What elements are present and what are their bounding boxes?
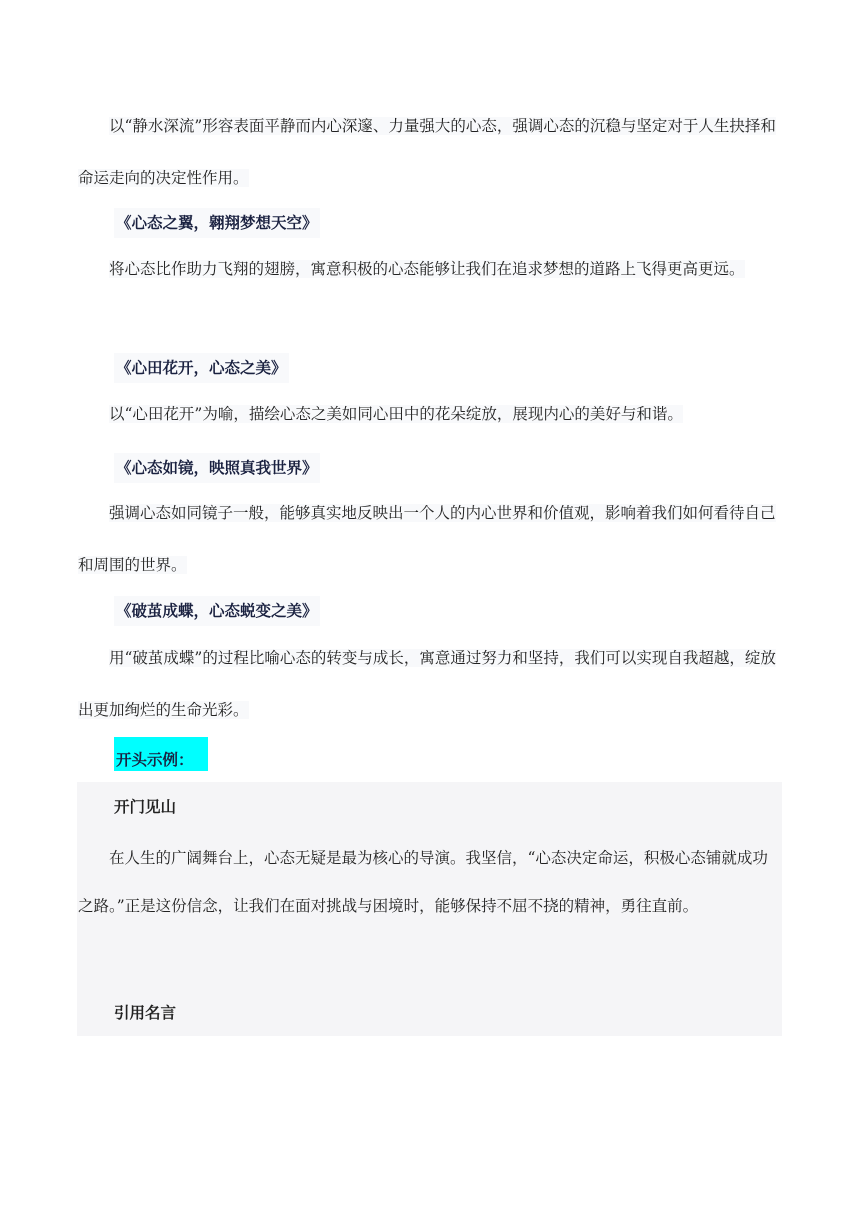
paragraph-jingzi: [78, 487, 782, 591]
paragraph-pojian: [78, 632, 782, 736]
paragraph-text: 用“破茧成蝶”的过程比喻心态的转变与成长，寓意通过努力和坚持，我们可以实现自我超越，绽放出更加绚烂的生命光彩。: [78, 649, 776, 719]
heading-pojian-chengdie: 《破茧成蝶，心态蜕变之美》: [114, 596, 320, 626]
section-label-opening-examples: 开头示例：: [114, 737, 208, 771]
paragraph-xintian: [78, 388, 782, 440]
heading-xintai-rujing: 《心态如镜，映照真我世界》: [114, 453, 320, 483]
example-paragraph: [78, 834, 782, 930]
paragraph-text: 将心态比作助力飞翔的翅膀，寓意积极的心态能够让我们在追求梦想的道路上飞得更高更远。: [109, 260, 745, 278]
paragraph-text: 以“静水深流”形容表面平静而内心深邃、力量强大的心态，强调心态的沉稳与坚定对于人生抉择和命运走向的决定性作用。: [78, 117, 776, 187]
paragraph-text: 强调心态如同镜子一般，能够真实地反映出一个人的内心世界和价值观，影响着我们如何看待自己和周围的世界。: [78, 504, 776, 574]
heading-xintai-zhiyi: 《心态之翼，翱翔梦想天空》: [114, 208, 320, 238]
paragraph-chibang: [78, 243, 782, 295]
example-heading-kaimen: 开门见山: [114, 798, 177, 816]
paragraph-jingshui: [78, 100, 782, 204]
example-heading-yinyong: 引用名言: [114, 1004, 177, 1022]
example-paragraph-text: 在人生的广阔舞台上，心态无疑是最为核心的导演。我坚信，“心态决定命运，积极心态铺就成功之路。”正是这份信念，让我们在面对挑战与困境时，能够保持不屈不挠的精神，勇往直前。: [78, 849, 768, 915]
heading-xintian-huakai: 《心田花开，心态之美》: [114, 353, 289, 383]
paragraph-text: 以“心田花开”为喻，描绘心态之美如同心田中的花朵绽放，展现内心的美好与和谐。: [109, 405, 683, 423]
